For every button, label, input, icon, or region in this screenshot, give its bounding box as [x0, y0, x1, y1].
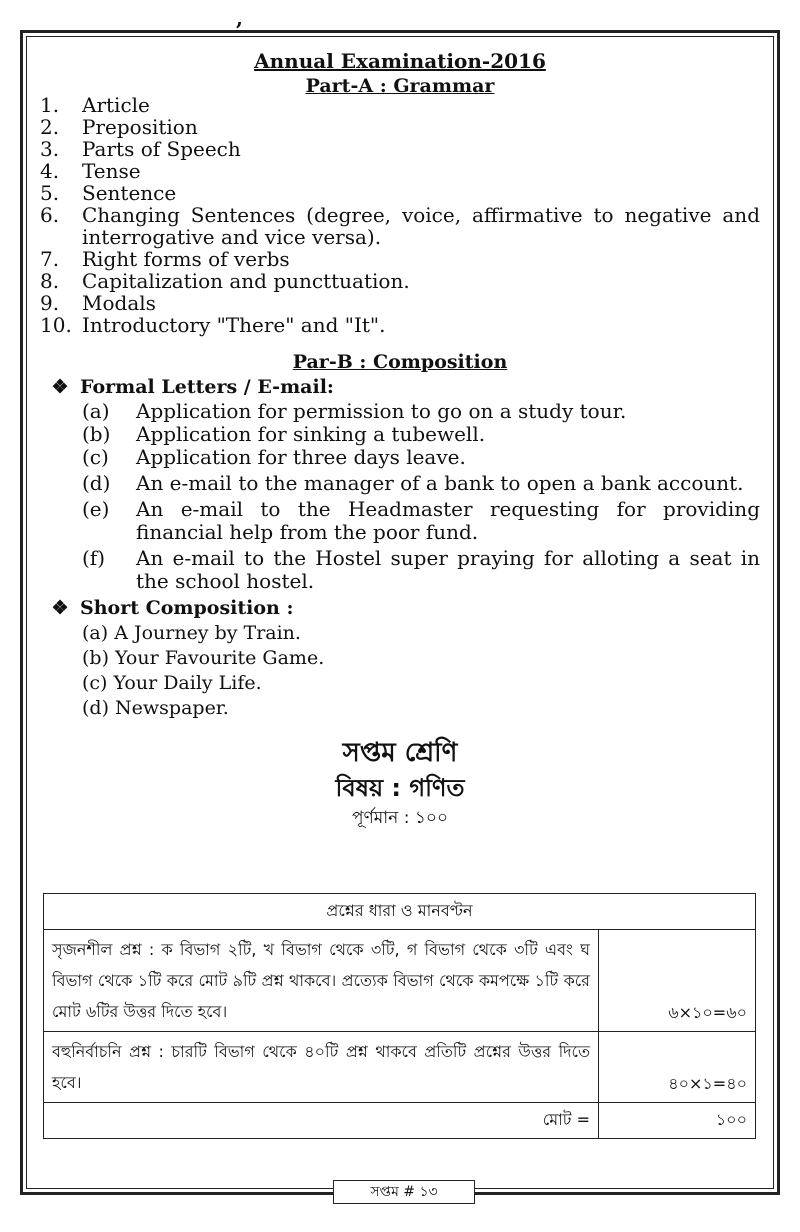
exam-title: Annual Examination-2016	[254, 49, 546, 73]
list-item: 6. Changing Sentences (degree, voice, affirmative to negative and interrogative and vice versa).	[40, 203, 760, 249]
diamond-bullet-icon: ❖	[51, 376, 69, 398]
table-row	[44, 1032, 756, 1103]
list-item: 8. Capitalization and puncttuation.	[40, 269, 410, 293]
creative-question-text: সৃজনশীল প্রশ্ন : ক বিভাগ ২টি, খ বিভাগ থেকে ৩টি, গ বিভাগ থেকে ৩টি এবং ঘ বিভাগ থেকে ১টি করে মোট ৯টি প্রশ্ন থাকবে। প্রত্যেক বিভাগ থেকে কমপক্ষে ১টি করে মোট ৬টির উত্তর দিতে হবে।	[44, 930, 599, 1032]
list-item: (d) An e-mail to the manager of a bank to open a bank account.	[82, 471, 744, 495]
full-marks: পূর্ণমান : ১০০	[351, 808, 448, 828]
list-item: (c) Application for three days leave.	[82, 445, 466, 469]
page-number: সপ্তম # ১৩	[333, 1180, 475, 1204]
diamond-bullet-icon: ❖	[51, 597, 69, 619]
list-item: (f) An e-mail to the Hostel super praying for alloting a seat in the school hostel.	[82, 546, 760, 593]
list-item: (a) Application for permission to go on a study tour.	[82, 399, 627, 423]
table-header: প্রশ্নের ধারা ও মানবণ্টন	[44, 894, 756, 930]
list-item: (b) Your Favourite Game.	[82, 647, 325, 669]
mcq-marks: ৪০×১=৪০	[599, 1032, 756, 1103]
list-item: (a) A Journey by Train.	[82, 622, 301, 644]
mcq-text: বহুনির্বাচনি প্রশ্ন : চারটি বিভাগ থেকে ৪০টি প্রশ্ন থাকবে প্রতিটি প্রশ্নের উত্তর দিতে হবে।	[44, 1032, 599, 1103]
class-heading: সপ্তম শ্রেণি	[342, 738, 458, 768]
list-item: 9. Modals	[40, 291, 156, 315]
table-row	[44, 930, 756, 1032]
formal-letters-heading: ❖ Formal Letters / E-mail:	[40, 374, 760, 400]
stray-mark: ,	[236, 6, 243, 30]
short-composition-heading: ❖ Short Composition :	[40, 595, 760, 621]
page-content	[40, 48, 760, 831]
list-item: 2. Preposition	[40, 115, 198, 139]
list-item: 10. Introductory "There" and "It".	[40, 313, 386, 337]
list-item: 5. Sentence	[40, 181, 177, 205]
formal-letters-list	[82, 400, 760, 593]
list-item: (d) Newspaper.	[82, 697, 229, 719]
subject-heading: বিষয় : গণিত	[335, 774, 465, 802]
list-item: (c) Your Daily Life.	[82, 672, 262, 694]
table-row	[44, 1103, 756, 1139]
short-composition-list	[82, 621, 760, 721]
list-item: 4. Tense	[40, 159, 141, 183]
list-item: 7. Right forms of verbs	[40, 247, 290, 271]
part-a-heading: Part-A : Grammar	[305, 75, 495, 97]
creative-question-marks: ৬×১০=৬০	[599, 930, 756, 1032]
list-item: 1. Article	[40, 93, 150, 117]
grammar-list	[40, 94, 760, 336]
total-label: মোট =	[44, 1103, 599, 1139]
list-item: (b) Application for sinking a tubewell.	[82, 422, 486, 446]
list-item: (e) An e-mail to the Headmaster requesting for providing financial help from the poor fund.	[82, 497, 760, 544]
part-b-heading: Par-B : Composition	[292, 351, 508, 373]
list-item: 3. Parts of Speech	[40, 137, 241, 161]
marks-distribution-table	[43, 893, 756, 1139]
total-value: ১০০	[599, 1103, 756, 1139]
